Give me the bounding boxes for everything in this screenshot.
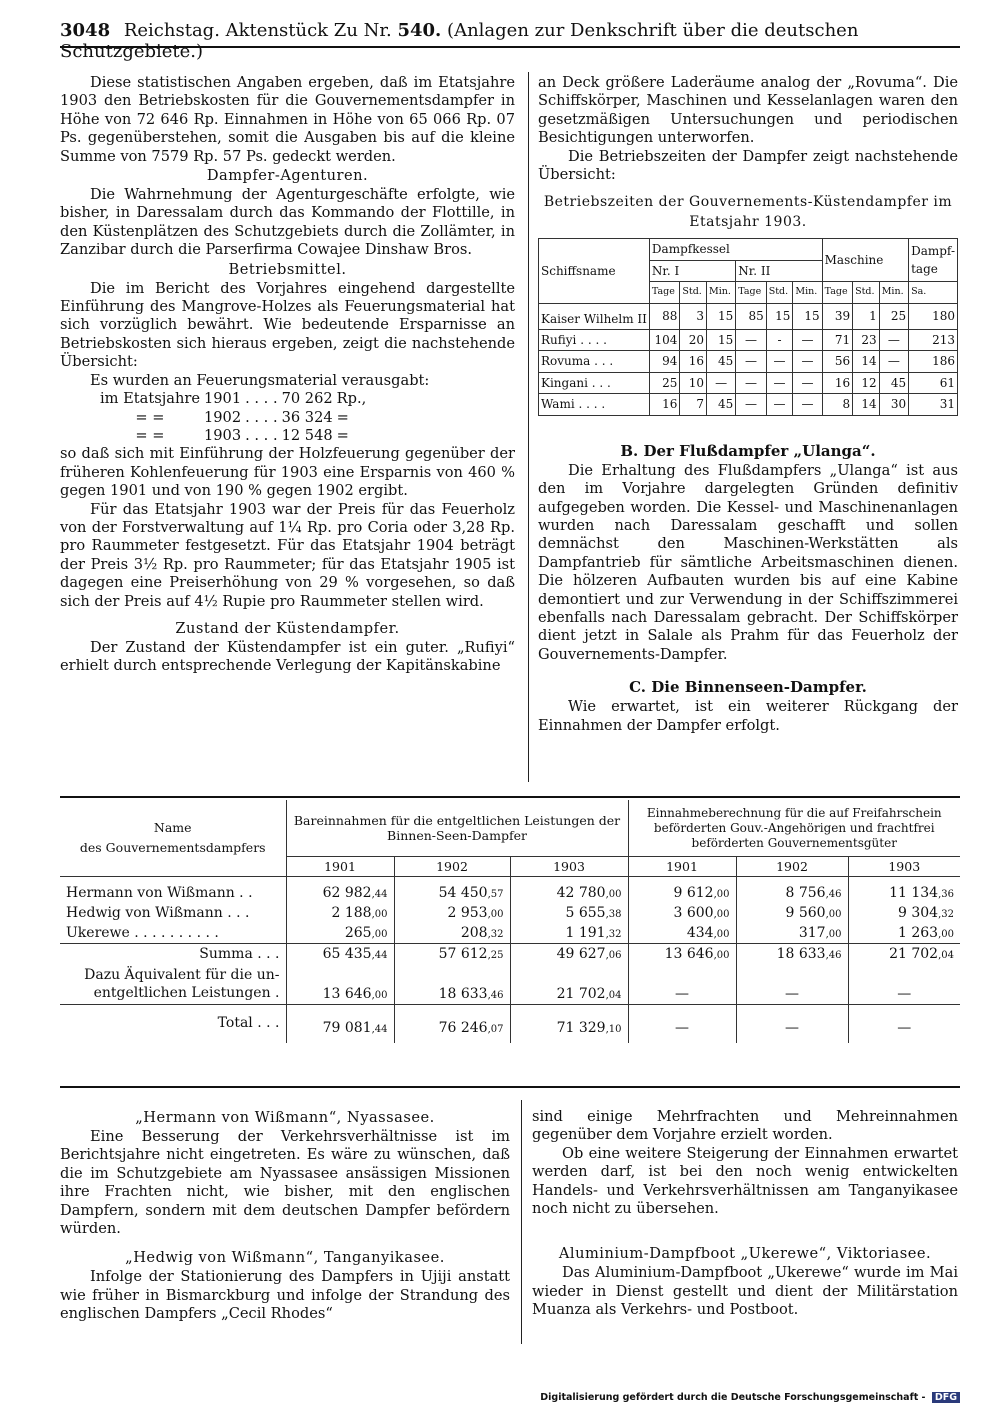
ship-name: Hedwig von Wißmann . . . [66,905,250,921]
subheader: Min. [879,282,908,303]
year-header: 1903 [510,857,628,877]
fuel-year: 1902 [203,408,242,426]
paragraph: Die im Bericht des Vorjahres eingehend dargestellte Einführung des Mangrove-Holzes als Feuerungsmaterial hat sich vorzüglich bewährt. Wie bedeutende Ersparnisse an Betriebskosten sich hieraus ergeben, zeigt die nachstehende Übersicht: [60,279,515,371]
paragraph: sind einige Mehrfrachten und Mehreinnahmen gegenüber dem Vorjahre erzielt worden. [532,1108,958,1144]
paragraph: Eine Besserung der Verkehrsverhältnisse ist im Berichtsjahre nicht eingetreten. Es wäre zu wünschen, daß die im Schutzgebiete am Nyassasee ansässigen Missionen ihre Frachten nicht, wie bisher, mit den englischen Dampfern, sondern mit dem deutschen Dampfer befördern würden. [60,1128,510,1238]
table-cell: 2 953,00 [394,903,510,923]
page-header [60,20,960,62]
paragraph: an Deck größere Laderäume analog der „Rovuma“. Die Schiffskörper, Maschinen und Kesselanlagen waren den gesetzmäßigen Untersuchungen und periodischen Besichtigungen unterworfen. [538,74,958,147]
fuel-amount: 36 324 [281,408,333,426]
subheader: Sa. [909,282,958,303]
table-cell: 104 [649,330,679,351]
table-cell: 213 [909,330,958,351]
table-cell: 31 [909,394,958,415]
table-cell: — [848,1005,960,1044]
paragraph: Die Erhaltung des Flußdampfers „Ulanga“ ist aus den im Vorjahre dargelegten Gründen definitiv aufgegeben worden. Die Kessel- und Maschinenanlagen wurden nach Daressalam geschafft und sollen demnächst den Maschinen-Werkstätten als Dampfantrieb für sämtliche Arbeitsmaschinen dienen. Die hölzeren Aufbauten wurden bis auf eine Kabine demontiert und zur Verwendung in der Schiffszimmerei ebenfalls nach Daressalam gebracht. Der Schiffskörper dient jetzt in Salale als Prahm für das Feuerholz der Gouvernements-Dampfer. [538,461,958,663]
table-cell: 1 [853,303,880,329]
subheader: Tage [736,282,766,303]
section-heading: Aluminium-Dampfboot „Ukerewe“, Viktoriasee. [558,1245,932,1263]
fuel-row [100,427,370,445]
table-cell: — [736,964,848,1005]
year-header: 1903 [848,857,960,877]
ship-name: Wami . . . . [539,394,650,415]
subheader: Min. [793,282,822,303]
table-cell: — [736,372,766,393]
table-row [60,903,960,923]
subheader: Tage [822,282,852,303]
footer-text: Digitalisierung gefördert durch die Deutsche Forschungsgemeinschaft - [540,1392,926,1403]
table-cell: 5 655,38 [510,903,628,923]
operating-times-table [538,238,958,415]
table-cell: 25 [649,372,679,393]
table-cell: 208,32 [394,923,510,944]
table-cell: 12 [853,372,880,393]
table-cell: 56 [822,351,852,372]
table-cell: 15 [706,303,735,329]
table-cell: 65 435,44 [286,944,394,965]
subheader: Std. [766,282,793,303]
page-number: 3048 [60,20,111,41]
bottom-right-column [532,1108,958,1320]
fuel-label: im Etatsjahre [100,390,200,408]
table-cell: 9 560,00 [736,903,848,923]
table-cell: 15 [706,330,735,351]
year-header: 1901 [628,857,736,877]
fuel-row [100,390,370,408]
table-header-row [60,800,960,857]
table-cell: 62 982,44 [286,877,394,904]
fuel-unit: = [336,426,349,444]
table-cell: 45 [706,394,735,415]
equivalent-label: Dazu Äquivalent für die un- entgeltlichen Leistungen . [84,967,280,1001]
section-heading: „Hedwig von Wißmann“, Tanganyikasee. [125,1249,445,1267]
header-name-sub: des Gouvernementsdampfers [79,840,266,855]
paragraph: Infolge der Stationierung des Dampfers in Ujiji anstatt wie früher in Bismarckburg und infolge der Strandung des englischen Dampfers „Cecil Rhodes“ [60,1268,510,1323]
section-heading: Betriebsmittel. [228,260,347,278]
table-cell: - [766,330,793,351]
table-cell: — [766,394,793,415]
section-heading: C. Die Binnenseen-Dampfer. [629,678,867,697]
table-cell: 265,00 [286,923,394,944]
ship-name: Rovuma . . . [539,351,650,372]
fuel-label: = = [135,408,165,426]
table-cell: — [736,351,766,372]
table-cell: 10 [680,372,707,393]
table-cell: 88 [649,303,679,329]
total-row [60,1005,960,1044]
header-title-suffix: (Anlagen zur Denkschrift über die deutschen Schutzgebiete.) [60,20,859,62]
table-cell: 42 780,00 [510,877,628,904]
fuel-amount: 12 548 [281,426,333,444]
fuel-unit: Rp., [336,390,367,408]
table-cell: 317,00 [736,923,848,944]
table-cell: 13 646,00 [628,944,736,965]
inland-steamer-revenue-table [60,800,960,1043]
paragraph: Für das Etatsjahr 1903 war der Preis für das Feuerholz von der Forstverwaltung auf 1¼ Rp. pro Coria oder 3,28 Rp. pro Raummeter festgesetzt. Für das Etatsjahr 1904 beträgt der Preis 3½ Rp. pro Raummeter; für das Etatsjahr 1905 ist dagegen eine Preiserhöhung von 29 % vorgesehen, so daß sich der Preis auf 4½ Rupie pro Raummeter stellen wird. [60,500,515,610]
table-header-row [539,239,958,260]
table-cell: 15 [766,303,793,329]
table-cell: 16 [649,394,679,415]
section-heading: B. Der Flußdampfer „Ulanga“. [620,441,876,460]
table-cell: — [766,372,793,393]
table-cell: 16 [680,351,707,372]
table-cell: 16 [822,372,852,393]
column-divider [528,72,529,782]
header-boiler: Dampfkessel [649,239,822,260]
fuel-dots: . . . . [245,426,278,444]
table-cell: 3 600,00 [628,903,736,923]
header-steam-days: Dampf-tage [909,239,958,282]
table-cell: 57 612,25 [394,944,510,965]
table-cell: 2 188,00 [286,903,394,923]
ship-name: Kingani . . . [539,372,650,393]
summa-label: Summa . . . [199,946,280,962]
table-cell: — [793,351,822,372]
table-cell: 39 [822,303,852,329]
header-equivalent: Einnahmeberechnung für die auf Freifahrschein beförderten Gouv.-Angehörigen und frachtfrei beförderten Gouvernementsgüter [628,800,960,857]
fuel-row [100,409,370,427]
dfg-logo: DFG [932,1392,960,1403]
fuel-dots: . . . . [245,408,278,426]
table-cell: 15 [793,303,822,329]
table-cell: 11 134,36 [848,877,960,904]
table-cell: 45 [879,372,908,393]
table-cell: 180 [909,303,958,329]
table-cell: — [879,351,908,372]
fuel-intro: Es wurden an Feuerungsmaterial verausgabt: [90,371,430,389]
table-cell: 18 633,46 [736,944,848,965]
table-cell: 18 633,46 [394,964,510,1005]
table-bottom-rule [60,1086,960,1088]
table-cell: 49 627,06 [510,944,628,965]
table-cell: 434,00 [628,923,736,944]
paragraph: Diese statistischen Angaben ergeben, daß im Etatsjahre 1903 den Betriebskosten für die Gouvernementsdampfer in Höhe von 72 646 Rp. Einnahmen in Höhe von 65 066 Rp. 07 Ps. gegenüberstehen, somit die Ausgaben bis auf die kleine Summe von 7579 Rp. 57 Ps. gedeckt werden. [60,74,515,165]
total-label: Total . . . [217,1015,280,1031]
table-cell: 14 [853,351,880,372]
header-title-number: 540. [397,20,442,41]
bottom-left-column [60,1108,510,1324]
footer [540,1392,960,1403]
paragraph: Das Aluminium-Dampfboot „Ukerewe“ wurde im Mai wieder in Dienst gestellt und dient der Militärstation Muanza als Verkehrs- und Postboot. [532,1264,958,1319]
table-row [539,372,958,393]
ship-name: Kaiser Wilhelm II [539,303,650,329]
year-header: 1902 [394,857,510,877]
table-cell: — [628,964,736,1005]
paragraph: Der Zustand der Küstendampfer ist ein guter. „Rufiyi“ erhielt durch entsprechende Verlegung der Kapitänskabine [60,638,515,675]
table-cell: — [793,372,822,393]
paragraph: Die Wahrnehmung der Agenturgeschäfte erfolgte, wie bisher, in Daressalam durch das Kommando der Flottille, in den Küstenplätzen des Schutzgebiets durch die Zollämter, in Zanzibar durch die Parserfirma Cowajee Dinshaw Bros. [60,186,515,259]
table-cell: — [706,372,735,393]
table-cell: 8 [822,394,852,415]
table-cell: 76 246,07 [394,1005,510,1044]
table-cell: 71 [822,330,852,351]
table-top-rule [60,796,960,798]
paragraph: so daß sich mit Einführung der Holzfeuerung gegenüber der früheren Kohlenfeuerung für 1903 eine Ersparnis von 460 % gegen 1901 und von 190 % gegen 1902 ergibt. [60,445,515,500]
table-cell: — [766,351,793,372]
table-cell: — [736,1005,848,1044]
paragraph: Die Betriebszeiten der Dampfer zeigt nachstehende Übersicht: [538,147,958,184]
fuel-label: = = [135,426,165,444]
section-heading: Dampfer-Agenturen. [206,167,369,185]
fuel-amount: 70 262 [281,390,333,408]
fuel-year: 1901 [203,390,242,408]
table-row [60,877,960,904]
table-cell: 23 [853,330,880,351]
header-title-prefix: Reichstag. Aktenstück Zu Nr. [123,20,392,41]
table-cell: 61 [909,372,958,393]
ship-name: Rufiyi . . . . [539,330,650,351]
table-cell: 71 329,10 [510,1005,628,1044]
table-cell: 85 [736,303,766,329]
header-shipname: Schiffsname [539,239,650,303]
table-cell: 14 [853,394,880,415]
table-cell: — [793,330,822,351]
subheader: Std. [853,282,880,303]
fuel-dots: . . . . [245,390,278,408]
subheader: Min. [706,282,735,303]
table-cell: — [879,330,908,351]
fuel-unit: = [336,408,349,426]
header-cash-revenue: Bareinnahmen für die entgeltlichen Leistungen der Binnen-Seen-Dampfer [286,800,628,857]
header-boiler-1: Nr. I [649,260,735,281]
table-cell: 186 [909,351,958,372]
year-header: 1902 [736,857,848,877]
table-cell: — [628,1005,736,1044]
header-engine: Maschine [822,239,908,282]
table-row [60,923,960,944]
table-cell: 21 702,04 [848,944,960,965]
table-cell: 45 [706,351,735,372]
paragraph: Wie erwartet, ist ein weiterer Rückgang der Einnahmen der Dampfer erfolgt. [538,698,958,734]
table-cell: 54 450,57 [394,877,510,904]
table-title: Betriebszeiten der Gouvernements-Küstendampfer im Etatsjahr 1903. [543,194,953,231]
table-row [539,303,958,329]
header-rule [60,46,960,48]
table-cell: 7 [680,394,707,415]
table-row [539,351,958,372]
table-cell: 1 191,32 [510,923,628,944]
table-cell: 1 263,00 [848,923,960,944]
table-cell: 9 304,32 [848,903,960,923]
right-column [538,74,958,735]
summa-row [60,944,960,965]
left-column [60,74,515,676]
table-cell: — [848,964,960,1005]
header-name-cell [60,800,286,877]
paragraph: Ob eine weitere Steigerung der Einnahmen erwartet werden darf, ist bei den noch wenig entwickelten Handels- und Verkehrsverhältnissen am Tanganyikasee noch nicht zu übersehen. [532,1144,958,1218]
table-cell: — [736,394,766,415]
header-name: Name [153,820,192,835]
table-cell: 94 [649,351,679,372]
table-cell: 21 702,04 [510,964,628,1005]
table-cell: 25 [879,303,908,329]
table-cell: 79 081,44 [286,1005,394,1044]
table-cell: 3 [680,303,707,329]
column-divider [521,1100,522,1344]
subheader: Std. [680,282,707,303]
fuel-year: 1903 [203,426,242,444]
table-row [539,394,958,415]
section-heading: Zustand der Küstendampfer. [175,619,400,637]
table-cell: 8 756,46 [736,877,848,904]
header-boiler-2: Nr. II [736,260,822,281]
table-cell: 30 [879,394,908,415]
table-row [539,330,958,351]
table-cell: — [793,394,822,415]
subheader: Tage [649,282,679,303]
table-cell: 20 [680,330,707,351]
year-header: 1901 [286,857,394,877]
table-cell: 13 646,00 [286,964,394,1005]
table-cell: 9 612,00 [628,877,736,904]
equivalent-row [60,964,960,1005]
section-heading: „Hermann von Wißmann“, Nyassasee. [135,1109,435,1126]
ship-name: Ukerewe . . . . . . . . . . [66,925,219,941]
table-cell: — [736,330,766,351]
fuel-table [100,390,370,445]
ship-name: Hermann von Wißmann . . [66,885,253,901]
